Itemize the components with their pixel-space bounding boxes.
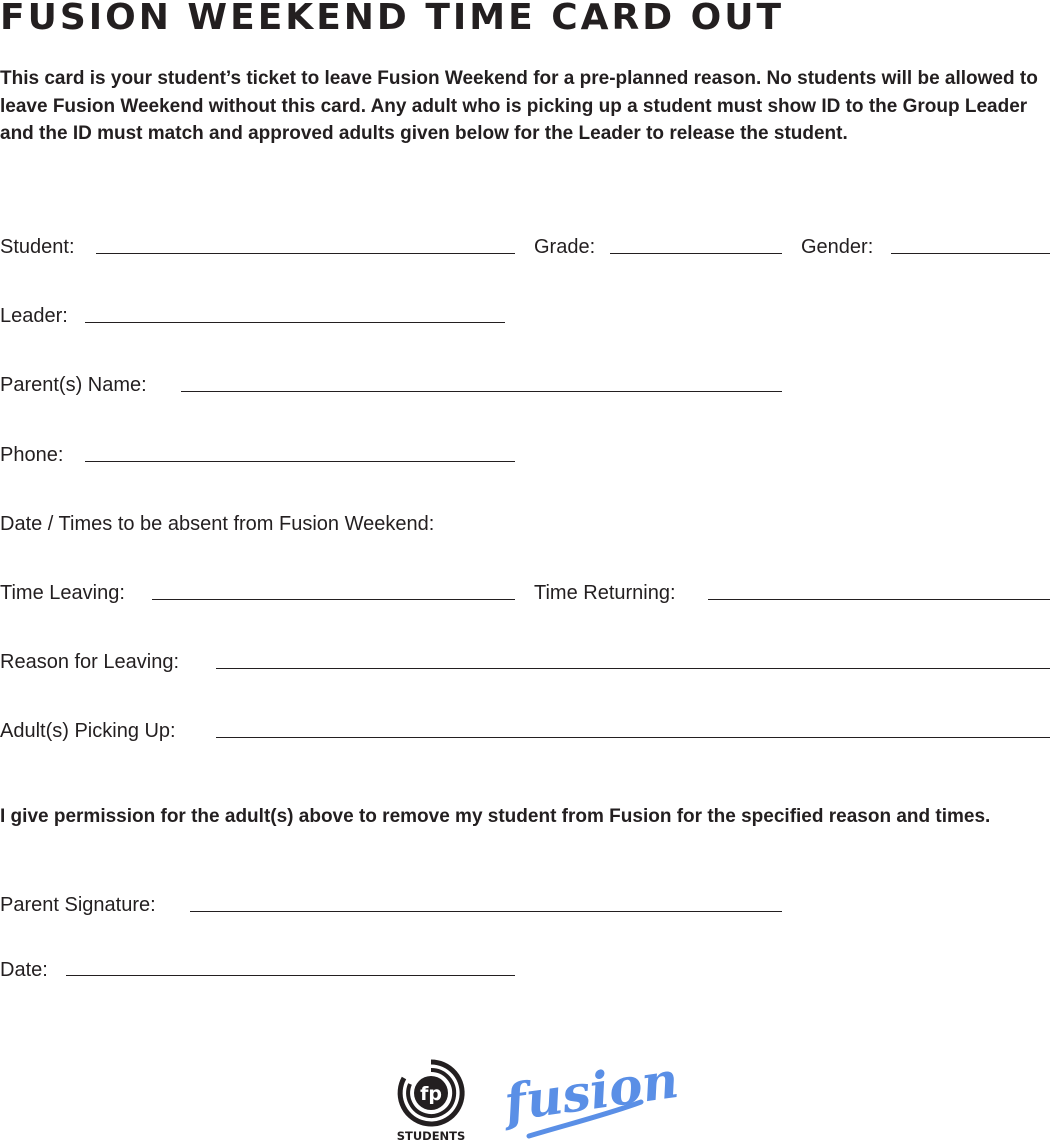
fusion-wordmark: fusion: [500, 1049, 682, 1133]
intro-paragraph: This card is your student’s ticket to leave Fusion Weekend for a pre-planned reason. No students will be allowed to leave Fusion Weekend without this card. Any adult who is picking up a student must show ID to the Group Leader and the ID must match and approved adults given below for the Leader to release the student.: [0, 68, 1038, 144]
adults-picking-up-field[interactable]: [216, 737, 1050, 738]
phone-field[interactable]: [85, 461, 515, 462]
phone-label: Phone:: [0, 444, 64, 466]
reason-field[interactable]: [216, 668, 1050, 669]
date-field[interactable]: [66, 975, 515, 976]
fp-students-logo: [393, 1058, 469, 1141]
time-leaving-label: Time Leaving:: [0, 582, 125, 604]
reason-label: Reason for Leaving:: [0, 651, 180, 673]
gender-field[interactable]: [891, 253, 1050, 254]
adults-picking-up-label: Adult(s) Picking Up:: [0, 720, 176, 742]
time-returning-label: Time Returning:: [534, 582, 676, 604]
page-title: FUSION WEEKEND TIME CARD OUT: [0, 0, 785, 38]
fusion-logo: [499, 1049, 682, 1140]
student-field[interactable]: [96, 253, 515, 254]
parent-signature-field[interactable]: [190, 911, 782, 912]
time-returning-field[interactable]: [708, 599, 1050, 600]
leader-label: Leader:: [0, 305, 68, 327]
grade-label: Grade:: [534, 236, 596, 258]
time-leaving-field[interactable]: [152, 599, 515, 600]
parent-name-label: Parent(s) Name:: [0, 374, 147, 396]
permission-statement: I give permission for the adult(s) above to remove my student from Fusion for the specified reason and times.: [0, 806, 991, 827]
parent-name-field[interactable]: [181, 391, 782, 392]
fp-students-caption: STUDENTS: [396, 1129, 466, 1141]
date-label: Date:: [0, 959, 48, 981]
fp-mark-text: fp: [420, 1083, 442, 1105]
grade-field[interactable]: [610, 253, 782, 254]
date-times-label: Date / Times to be absent from Fusion Weekend:: [0, 513, 435, 535]
parent-signature-label: Parent Signature:: [0, 894, 156, 916]
leader-field[interactable]: [85, 322, 505, 323]
student-label: Student:: [0, 236, 75, 258]
gender-label: Gender:: [801, 236, 874, 258]
